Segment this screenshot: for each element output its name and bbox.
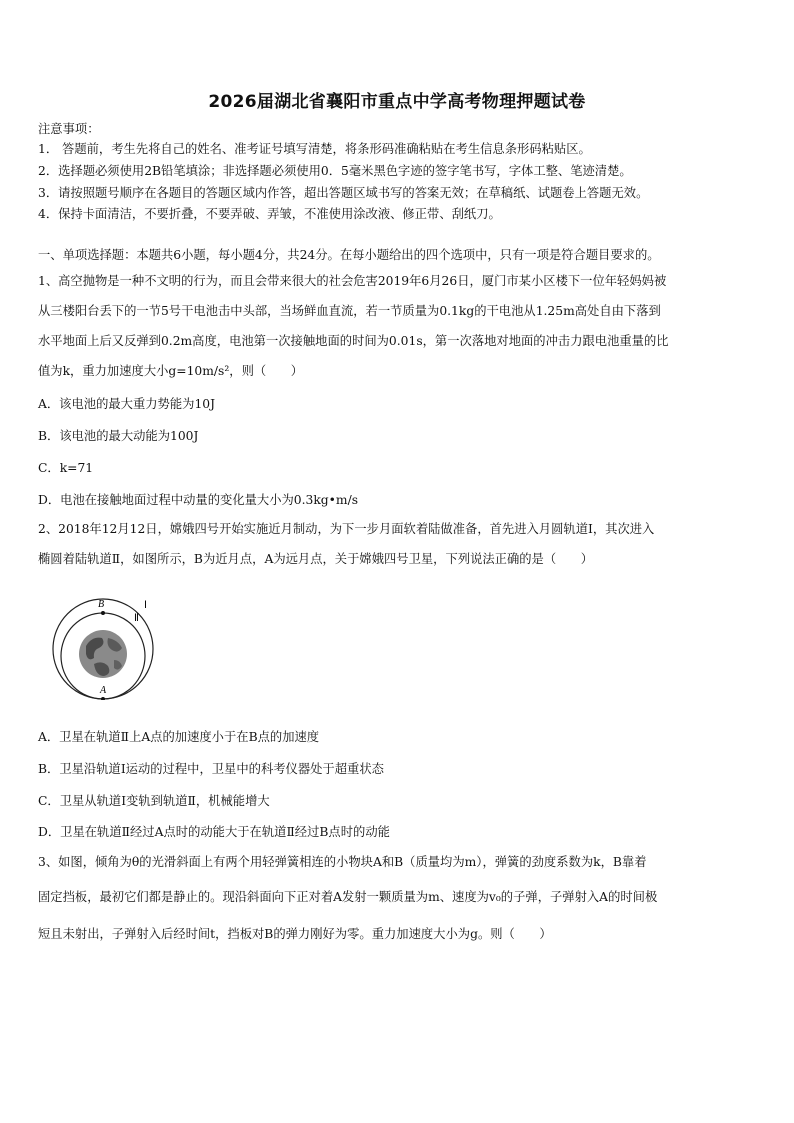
question-3-text: 固定挡板，最初它们都是静止的。现沿斜面向下正对着A发射一颗质量为m、速度为v₀的子弹，子弹射入A的时间极 — [38, 890, 658, 904]
question-2-text: 椭圆着陆轨道Ⅱ，如图所示，B为近月点，A为远月点，关于嫦娥四号卫星，下列说法正确的是（ ） — [38, 552, 594, 566]
label-orbit-2: Ⅱ — [134, 613, 139, 624]
question-2-option-a: A．卫星在轨道Ⅱ上A点的加速度小于在B点的加速度 — [38, 730, 320, 744]
question-1-text: 1、高空抛物是一种不文明的行为，而且会带来很大的社会危害2019年6月26日，厦门市某小区楼下一位年轻妈妈被 — [38, 274, 667, 288]
label-b: B — [98, 599, 105, 610]
question-1-text: 值为k，重力加速度大小g=10m/s²，则（ ） — [38, 364, 304, 378]
notice-item: 3．请按照题号顺序在各题目的答题区域内作答，超出答题区域书写的答案无效；在草稿纸、试题卷上答题无效。 — [38, 186, 649, 200]
notice-item: 2．选择题必须使用2B铅笔填涂；非选择题必须使用0．5毫米黑色字迹的签字笔书写，字体工整、笔迹清楚。 — [38, 164, 632, 178]
question-2-text: 2、2018年12月12日，嫦娥四号开始实施近月制动，为下一步月面软着陆做准备，首先进入月圆轨道Ⅰ，其次进入 — [38, 522, 655, 536]
section-heading: 一、单项选择题：本题共6小题，每小题4分，共24分。在每小题给出的四个选项中，只有一项是符合题目要求的。 — [38, 248, 660, 262]
question-2-option-b: B．卫星沿轨道Ⅰ运动的过程中，卫星中的科考仪器处于超重状态 — [38, 762, 384, 776]
notice-item: 4．保持卡面清洁，不要折叠，不要弄破、弄皱，不准使用涂改液、修正带、刮纸刀。 — [38, 207, 501, 221]
point-a-marker — [101, 697, 105, 700]
page-title: 2026届湖北省襄阳市重点中学高考物理押题试卷 — [208, 92, 586, 112]
notice-item: 1． 答题前，考生先将自己的姓名、准考证号填写清楚，将条形码准确粘贴在考生信息条形码粘贴区。 — [38, 142, 591, 156]
question-1-option-a: A．该电池的最大重力势能为10J — [38, 397, 216, 411]
label-a: A — [100, 685, 107, 696]
question-1-text: 从三楼阳台丢下的一节5号干电池击中头部，当场鲜血直流，若一节质量为0.1kg的干电池从1.25m高处自由下落到 — [38, 304, 661, 318]
orbit-diagram — [48, 594, 160, 700]
question-1-option-d: D．电池在接触地面过程中动量的变化量大小为0.3kg•m/s — [38, 493, 359, 507]
question-3-text: 短且未射出，子弹射入后经时间t，挡板对B的弹力刚好为零。重力加速度大小为g。则（ ） — [38, 927, 552, 941]
question-2-option-c: C．卫星从轨道Ⅰ变轨到轨道Ⅱ，机械能增大 — [38, 794, 270, 808]
point-b-marker — [101, 611, 105, 615]
question-3-text: 3、如图，倾角为θ的光滑斜面上有两个用轻弹簧相连的小物块A和B（质量均为m），弹簧的劲度系数为k，B靠着 — [38, 855, 647, 869]
notice-heading: 注意事项： — [38, 122, 100, 136]
question-1-option-b: B．该电池的最大动能为100J — [38, 429, 199, 443]
label-orbit-1: Ⅰ — [144, 600, 147, 611]
question-2-option-d: D．卫星在轨道Ⅱ经过A点时的动能大于在轨道Ⅱ经过B点时的动能 — [38, 825, 390, 839]
moon-icon — [79, 630, 127, 678]
question-1-text: 水平地面上后又反弹到0.2m高度，电池第一次接触地面的时间为0.01s，第一次落地对地面的冲击力跟电池重量的比 — [38, 334, 669, 348]
question-1-option-c: C．k=71 — [38, 461, 94, 475]
